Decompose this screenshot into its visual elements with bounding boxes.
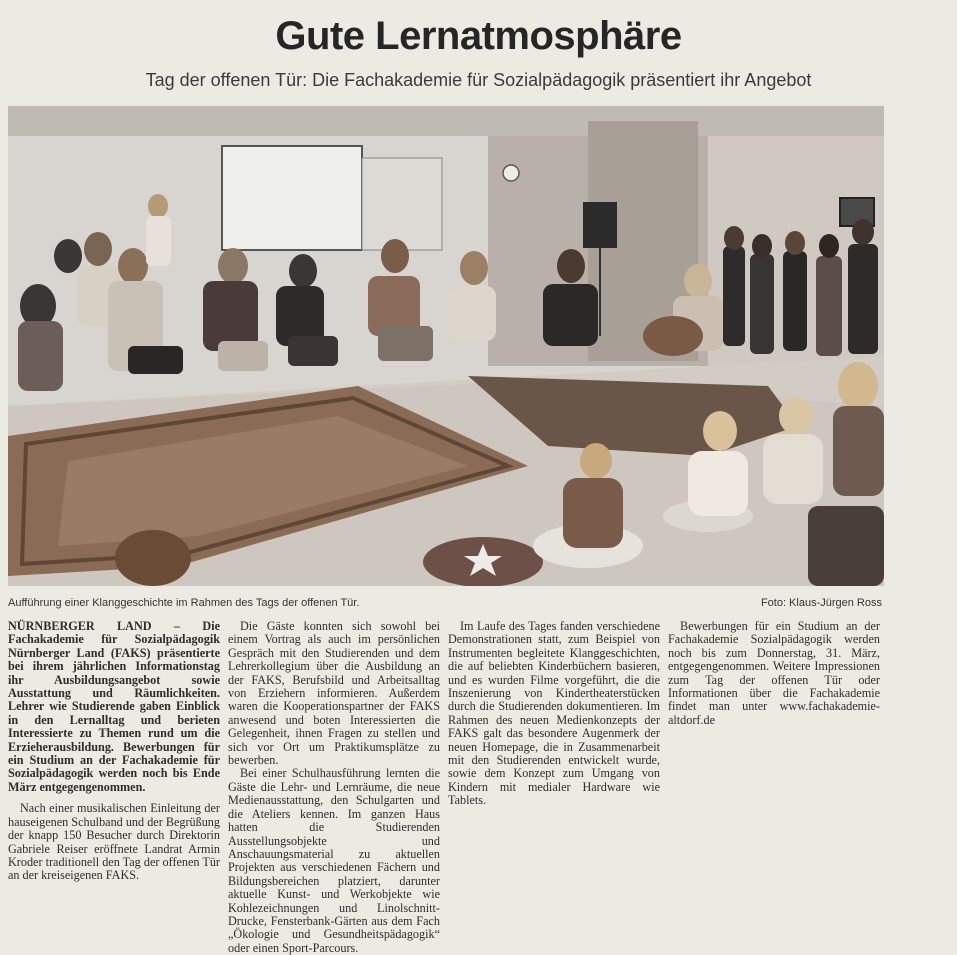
subheadline: Tag der offenen Tür: Die Fachakademie für Sozialpädagogik präsentiert ihr Angebot <box>145 70 812 90</box>
article-photo <box>8 106 884 586</box>
paragraph-3: Bei einer Schulhausführung lernten die Gäste die Lehr- und Lernräume, die neue Medienausstattung, den Schulgarten und die Ateliers kennen. Im ganzen Haus hatten die Studierenden Ausstellungsobjekte und Anschauungsmaterial zu aktuellen Projekten aus verschiedenen Fächern und Bildungsbereichen platziert, darunter aktuelle Kunst- und Werkobjekte wie Kohlezeichnungen und Linolschnitt-Drucke, Fensterbank-Gärten aus dem Fach „Ökologie und Gesundheitspädagogik“ oder einen Sport-Parcours. <box>228 766 440 955</box>
photo-caption: Aufführung einer Klanggeschichte im Rahmen des Tags der offenen Tür. <box>8 597 360 609</box>
dateline: NÜRNBERGER LAND – <box>8 619 181 633</box>
paragraph-5: Bewerbungen für ein Studium an der Fachakademie Sozialpädagogik werden noch bis zum Donnerstag, 31. März, entgegengenommen. Weitere Impressionen zum Tag der offenen Tür oder Informationen über die Fachakademie findet man unter www.fachakademie-altdorf.de <box>668 619 880 727</box>
photo-credit: Foto: Klaus-Jürgen Ross <box>760 597 882 609</box>
article-column-2 <box>228 620 440 955</box>
article-lead <box>8 620 220 794</box>
paragraph-4: Im Laufe des Tages fanden verschiedene Demonstrationen statt, zum Beispiel von Instrumenten begleitete Klanggeschichten, die auf beliebten Kinderbüchern basieren, und es wurden Filme vorgeführt, die die Inszenierung von Kindertheaterstücken durch die Studierenden dokumentieren. Im Rahmen des neuen Medienkonzepts der FAKS galt das besondere Augenmerk der neuen Homepage, die in Zusammenarbeit mit den Studierenden entwickelt wurde, sowie dem Konzept zum Umgang von Kindern mit medialer Hardware wie Tablets. <box>448 619 660 808</box>
paragraph-2: Die Gäste konnten sich sowohl bei einem Vortrag als auch im persönlichen Gespräch mit den Studierenden und dem Lehrerkollegium über die Ausbildung an der FAKS, Berufsbild und Arbeitsalltag von Erziehern informieren. Außerdem waren die Kooperationspartner der FAKS anwesend und boten Interessierten die Gelegenheit, ihnen Fragen zu stellen und sich vor Ort um Praktikumsplätze zu bewerben. <box>228 619 440 768</box>
article-column-3 <box>448 620 660 808</box>
paragraph-1: Nach einer musikalischen Einleitung der hauseigenen Schulband und der Begrüßung der knapp 150 Besucher durch Direktorin Gabriele Reiser eröffnete Landrat Armin Kroder traditionell den Tag der offenen Tür an der kreiseigenen FAKS. <box>8 801 220 883</box>
lead-text: Die Fachakademie für Sozialpädagogik Nürnberger Land (FAKS) präsentierte bei ihrem jährlichen Informationstag ihr Ausbildungsangebot sowie Ausstattung und Räumlichkeiten. Lehrer wie Studierende gaben Einblick in den Lernalltag und berieten Interessierte zu Themen rund um die Erzieherausbildung. Bewerbungen für ein Studium an der Fachakademie für Sozialpädagogik werden noch bis Ende März entgegengenommen. <box>8 619 220 794</box>
article-column-1 <box>8 620 220 883</box>
headline: Gute Lernatmosphäre <box>275 14 682 58</box>
article-column-4 <box>668 620 880 727</box>
